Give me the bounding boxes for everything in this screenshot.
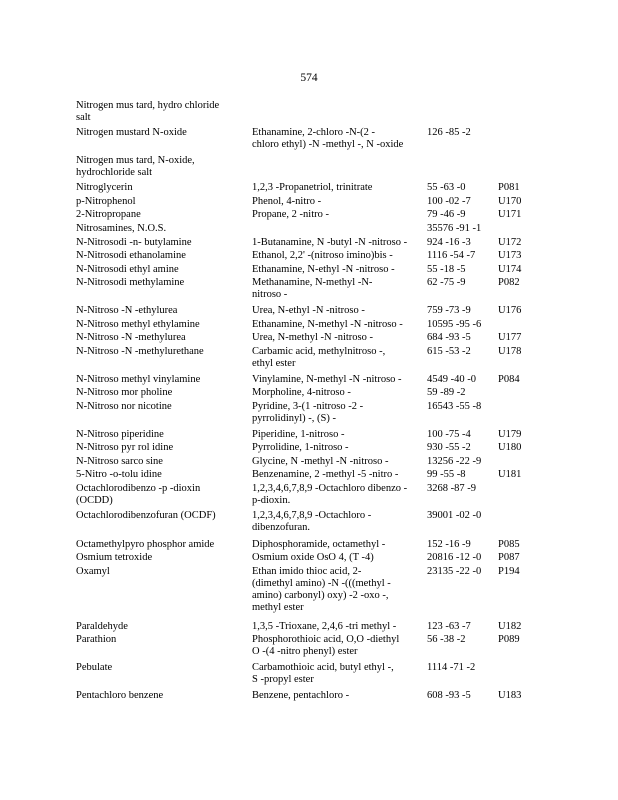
substance-name: Osmium tetroxide: [76, 552, 153, 563]
cas-number: 615 -53 -2: [427, 345, 471, 357]
chemical-name: Pyridine, 3-(1 -nitroso -2 - pyrrolidinyl) -, (S) -: [252, 400, 364, 424]
chemical-name: Vinylamine, N-methyl -N -nitroso -: [252, 373, 402, 385]
waste-code: U173: [498, 250, 522, 261]
cas-number: 55 -63 -0: [427, 182, 466, 193]
page-number: 574: [300, 72, 318, 84]
table-row: [76, 662, 556, 690]
substance-name: Octachlorodibenzo -p -dioxin (OCDD): [76, 482, 201, 506]
waste-code: P082: [498, 277, 520, 288]
chemical-name: Phosphorothioic acid, O,O -diethyl O -(4 -nitro phenyl) ester: [252, 634, 400, 658]
table-row: [76, 401, 556, 429]
substance-name: N-Nitroso methyl ethylamine: [76, 318, 200, 330]
table-row: [76, 510, 556, 539]
substance-name: 5-Nitro -o-tolu idine: [76, 469, 162, 480]
cas-number: 55 -18 -5: [427, 263, 466, 275]
waste-code: U179: [498, 428, 522, 440]
substance-name: Parathion: [76, 634, 117, 645]
waste-code: P081: [498, 182, 520, 193]
cas-number: 23135 -22 -0: [427, 565, 482, 577]
waste-code: U170: [498, 195, 522, 207]
chemical-name: 1,2,3 -Propanetriol, trinitrate: [252, 182, 373, 193]
chemical-name: Pyrrolidine, 1-nitroso -: [252, 442, 349, 453]
waste-table: [76, 100, 556, 704]
cas-number: 100 -75 -4: [427, 428, 471, 440]
cas-number: 684 -93 -5: [427, 332, 471, 343]
table-row: [76, 621, 556, 635]
cas-number: 99 -55 -8: [427, 469, 466, 480]
chemical-name: Methanamine, N-methyl -N- nitroso -: [252, 277, 373, 301]
substance-name: N-Nitroso mor pholine: [76, 387, 173, 398]
substance-name: N-Nitroso pyr rol idine: [76, 442, 174, 453]
substance-name: Octachlorodibenzofuran (OCDF): [76, 509, 216, 521]
chemical-name: Piperidine, 1-nitroso -: [252, 428, 345, 440]
waste-code: P089: [498, 634, 520, 645]
waste-code: U174: [498, 263, 522, 275]
table-row: [76, 127, 556, 155]
chemical-name: 1,2,3,4,6,7,8,9 -Octachloro - dibenzofuran.: [252, 509, 372, 533]
chemical-name: Ethanamine, N-ethyl -N -nitroso -: [252, 263, 395, 275]
substance-name: Pebulate: [76, 662, 113, 673]
waste-code: U183: [498, 690, 522, 701]
table-row: [76, 277, 556, 305]
substance-name: p-Nitrophenol: [76, 195, 136, 207]
cas-number: 123 -63 -7: [427, 620, 471, 632]
table-row: [76, 539, 556, 553]
table-row: [76, 429, 556, 443]
chemical-name: 1,2,3,4,6,7,8,9 -Octachloro dibenzo - p-dioxin.: [252, 482, 408, 506]
table-row: [76, 634, 556, 662]
cas-number: 1114 -71 -2: [427, 662, 476, 673]
cas-number: 4549 -40 -0: [427, 373, 476, 385]
table-row: [76, 264, 556, 278]
waste-code: U182: [498, 620, 522, 632]
chemical-name: Urea, N-ethyl -N -nitroso -: [252, 305, 365, 316]
substance-name: Nitrogen mus tard, N-oxide, hydrochloride salt: [76, 155, 195, 179]
substance-name: Octamethylpyro phosphor amide: [76, 538, 215, 550]
chemical-name: Glycine, N -methyl -N -nitroso -: [252, 455, 389, 467]
cas-number: 152 -16 -9: [427, 538, 471, 550]
chemical-name: Carbamic acid, methylnitroso -, ethyl ester: [252, 345, 386, 369]
substance-name: N-Nitrosodi ethyl amine: [76, 263, 179, 275]
chemical-name: Ethanamine, N-methyl -N -nitroso -: [252, 318, 403, 330]
chemical-name: Benzenamine, 2 -methyl -5 -nitro -: [252, 469, 399, 480]
table-row: [76, 690, 556, 704]
substance-name: N-Nitroso methyl vinylamine: [76, 373, 201, 385]
table-row: [76, 346, 556, 374]
table-row: [76, 566, 556, 621]
substance-name: Pentachloro benzene: [76, 690, 164, 701]
cas-number: 79 -46 -9: [427, 209, 466, 220]
chemical-name: Urea, N-methyl -N -nitroso -: [252, 332, 374, 343]
substance-name: 2-Nitropropane: [76, 209, 141, 220]
cas-number: 35576 -91 -1: [427, 222, 482, 234]
table-row: [76, 182, 556, 196]
table-row: [76, 469, 556, 483]
chemical-name: Diphosphoramide, octamethyl -: [252, 538, 386, 550]
table-row: [76, 209, 556, 223]
table-row: [76, 155, 556, 182]
substance-name: N-Nitroso -N -methylurea: [76, 332, 186, 343]
chemical-name: Benzene, pentachloro -: [252, 690, 350, 701]
chemical-name: Propane, 2 -nitro -: [252, 209, 329, 220]
table-row: [76, 237, 556, 251]
waste-code: U180: [498, 442, 522, 453]
substance-name: N-Nitroso -N -ethylurea: [76, 305, 178, 316]
chemical-name: Carbamothioic acid, butyl ethyl -, S -propyl ester: [252, 662, 394, 686]
chemical-name: 1-Butanamine, N -butyl -N -nitroso -: [252, 236, 408, 248]
waste-code: U178: [498, 345, 522, 357]
table-row: [76, 319, 556, 333]
cas-number: 608 -93 -5: [427, 690, 471, 701]
cas-number: 930 -55 -2: [427, 442, 471, 453]
waste-code: U177: [498, 332, 522, 343]
cas-number: 20816 -12 -0: [427, 552, 482, 563]
substance-name: N-Nitroso sarco sine: [76, 455, 163, 467]
chemical-name: Phenol, 4-nitro -: [252, 195, 322, 207]
table-row: [76, 374, 556, 388]
table-row: [76, 442, 556, 456]
cas-number: 39001 -02 -0: [427, 509, 482, 521]
waste-code: U176: [498, 305, 522, 316]
substance-name: N-Nitrosodi ethanolamine: [76, 250, 186, 261]
waste-code: P085: [498, 538, 520, 550]
cas-number: 1116 -54 -7: [427, 250, 476, 261]
chemical-name: Morpholine, 4-nitroso -: [252, 387, 351, 398]
substance-name: Nitrosamines, N.O.S.: [76, 222, 167, 234]
substance-name: N-Nitrosodi -n- butylamine: [76, 236, 192, 248]
chemical-name: Osmium oxide OsO 4, (T -4): [252, 552, 374, 563]
cas-number: 59 -89 -2: [427, 387, 466, 398]
waste-code: P084: [498, 373, 520, 385]
substance-name: Nitroglycerin: [76, 182, 133, 193]
cas-number: 924 -16 -3: [427, 236, 471, 248]
table-row: [76, 456, 556, 470]
table-row: [76, 100, 556, 127]
table-row: [76, 552, 556, 566]
cas-number: 126 -85 -2: [427, 127, 471, 138]
chemical-name: Ethan imido thioc acid, 2- (dimethyl amino) -N -(((methyl - amino) carbonyl) oxy) -2 -oxo -, methyl ester: [252, 565, 391, 614]
substance-name: Oxamyl: [76, 565, 110, 577]
substance-name: Nitrogen mustard N-oxide: [76, 127, 187, 138]
cas-number: 3268 -87 -9: [427, 482, 476, 494]
cas-number: 759 -73 -9: [427, 305, 471, 316]
table-row: [76, 483, 556, 510]
table-row: [76, 305, 556, 319]
waste-code: U172: [498, 236, 522, 248]
cas-number: 13256 -22 -9: [427, 455, 482, 467]
cas-number: 62 -75 -9: [427, 277, 466, 288]
cas-number: 100 -02 -7: [427, 195, 471, 207]
table-row: [76, 223, 556, 237]
substance-name: N-Nitroso -N -methylurethane: [76, 345, 204, 357]
cas-number: 56 -38 -2: [427, 634, 466, 645]
substance-name: Nitrogen mus tard, hydro chloride salt: [76, 100, 220, 124]
waste-code: P087: [498, 552, 520, 563]
table-row: [76, 196, 556, 210]
chemical-name: 1,3,5 -Trioxane, 2,4,6 -tri methyl -: [252, 620, 397, 632]
waste-code: P194: [498, 565, 520, 577]
table-row: [76, 332, 556, 346]
chemical-name: Ethanol, 2,2' -(nitroso imino)bis -: [252, 250, 393, 261]
waste-code: U171: [498, 209, 522, 220]
substance-name: Paraldehyde: [76, 620, 128, 632]
table-row: [76, 387, 556, 401]
chemical-name: Ethanamine, 2-chloro -N-(2 - chloro ethyl) -N -methyl -, N -oxide: [252, 127, 404, 151]
waste-code: U181: [498, 469, 522, 480]
cas-number: 10595 -95 -6: [427, 318, 482, 330]
table-row: [76, 250, 556, 264]
substance-name: N-Nitrosodi methylamine: [76, 277, 185, 288]
substance-name: N-Nitroso nor nicotine: [76, 400, 172, 412]
substance-name: N-Nitroso piperidine: [76, 428, 164, 440]
cas-number: 16543 -55 -8: [427, 400, 482, 412]
